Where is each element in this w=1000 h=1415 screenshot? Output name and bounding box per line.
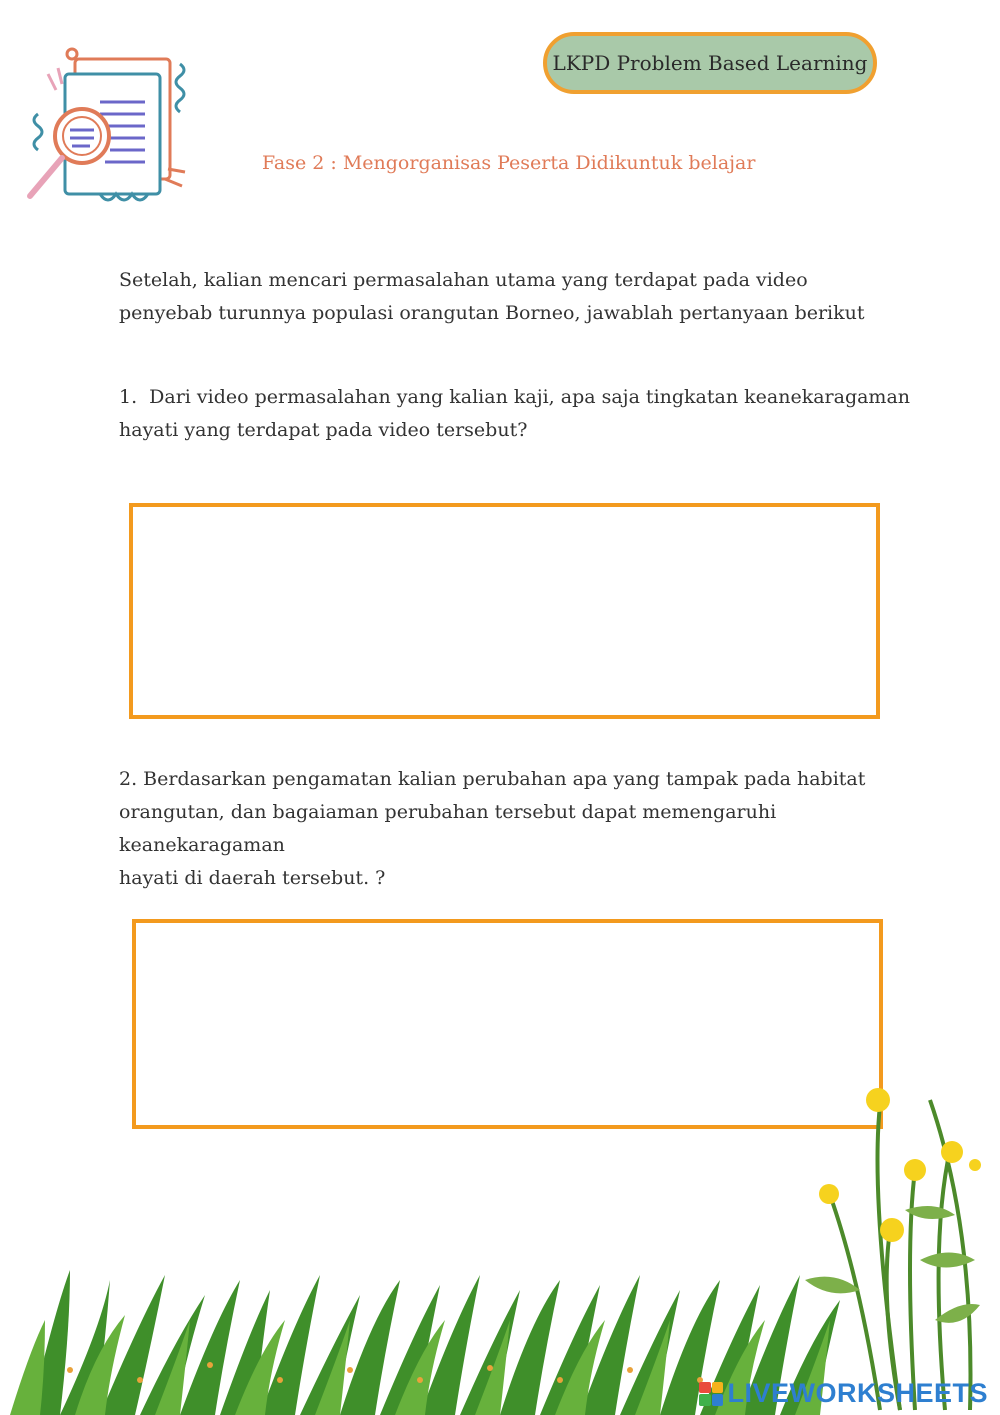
question-1-text: Dari video permasalahan yang kalian kaji, apa saja tingkatan keanekaragaman (149, 386, 911, 408)
question-1-line-2: hayati yang terdapat pada video tersebut? (119, 419, 528, 441)
intro-text (119, 264, 879, 330)
document-search-icon (20, 44, 195, 219)
flower-heads (819, 1088, 981, 1242)
question-2 (119, 763, 939, 895)
liveworksheets-logo-icon (699, 1382, 723, 1406)
question-2-line-3: hayati di daerah tersebut. ? (119, 867, 386, 889)
grass-decoration (0, 1080, 1000, 1415)
intro-line-1: Setelah, kalian mencari permasalahan utama yang terdapat pada video (119, 269, 808, 291)
phase-title: Fase 2 : Mengorganisas Peserta Didikuntuk belajar (262, 152, 756, 174)
lkpd-badge (543, 32, 877, 94)
question-2-line-2: orangutan, dan bagaiaman perubahan tersebut dapat memengaruhi keanekaragaman (119, 801, 777, 856)
question-1 (119, 381, 939, 447)
question-1-number: 1. (119, 386, 138, 408)
question-1-line-1 (119, 381, 939, 414)
watermark-label: LIVEWORKSHEETS (727, 1378, 988, 1408)
intro-line-2: penyebab turunnya populasi orangutan Borneo, jawablah pertanyaan berikut (119, 302, 865, 324)
badge-label: LKPD Problem Based Learning (552, 51, 868, 75)
question-2-line-1: 2. Berdasarkan pengamatan kalian perubahan apa yang tampak pada habitat (119, 768, 866, 790)
answer-1-input[interactable] (129, 503, 880, 719)
liveworksheets-watermark[interactable] (699, 1378, 988, 1409)
